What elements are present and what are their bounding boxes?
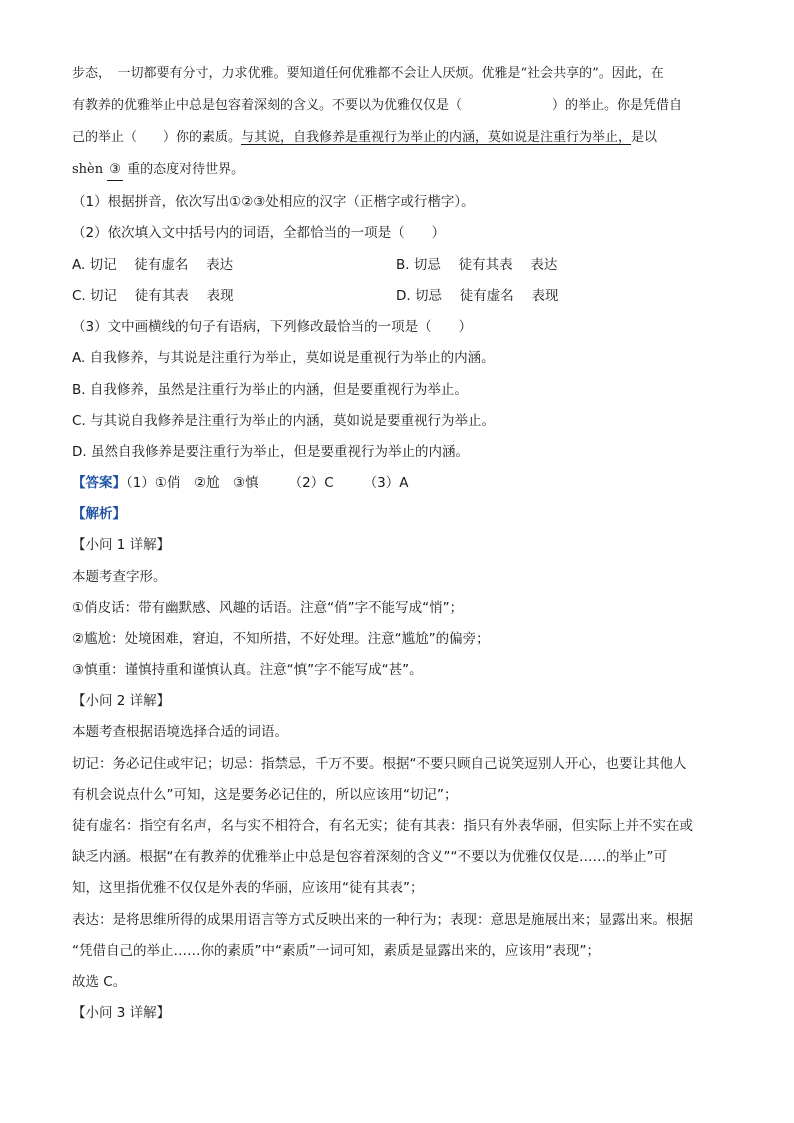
- passage-line-4-c: 重的态度对待世界。: [127, 162, 245, 177]
- s2-line-9: 故选 C。: [72, 974, 127, 990]
- pinyin-shen: shèn: [72, 162, 104, 177]
- q3-option-b: B. 自我修养，虽然是注重行为举止的内涵，但是要重视行为举止。: [72, 382, 468, 398]
- answer-part-3: （3）A: [363, 475, 409, 491]
- answer-part-1: （1）①俏 ②尬 ③慎: [126, 475, 259, 491]
- passage-line-2: [72, 96, 682, 116]
- s2-line-4: 徒有虚名：指空有名声，名与实不相符合，有名无实；徒有其表：指只有外表华丽，但实际上并不实在或: [72, 818, 693, 834]
- q2-option-a: A. 切记 徒有虚名 表达: [72, 257, 234, 273]
- answer-line: [72, 473, 409, 493]
- s2-line-7: 表达：是将思维所得的成果用语言等方式反映出来的一种行为；表现：意思是施展出来；显露出来。根据: [72, 912, 693, 928]
- s2-line-3: 有机会说点什么”可知，这是要务必记住的，所以应该用“切记”；: [72, 787, 458, 803]
- passage-line-2-b: ）的举止。你是凭借自: [552, 98, 683, 113]
- answer-tag: 【答案】: [72, 475, 126, 491]
- s2-line-8: “凭借自己的举止……你的素质”中“素质”一词可知，素质是显露出来的，应该用“表现”；: [72, 943, 600, 959]
- subquestion-3-heading: 【小问 3 详解】: [72, 1005, 171, 1021]
- s1-line-2: ①俏皮话：带有幽默感、风趣的话语。注意“俏”字不能写成“悄”；: [72, 600, 464, 616]
- q2-option-c: C. 切记 徒有其表 表现: [72, 288, 234, 304]
- question-3: （3）文中画横线的句子有语病，下列修改最恰当的一项是（ ）: [72, 319, 473, 335]
- q2-option-d: D. 切忌 徒有虚名 表现: [396, 288, 559, 304]
- passage-line-3-a: 己的举止（: [72, 130, 138, 145]
- s2-line-6: 知，这里指优雅不仅仅是外表的华丽，应该用“徒有其表”；: [72, 880, 424, 896]
- s2-line-1: 本题考查根据语境选择合适的词语。: [72, 724, 288, 740]
- subquestion-2-heading: 【小问 2 详解】: [72, 693, 171, 709]
- passage-line-3: [72, 128, 657, 148]
- s1-line-1: 本题考查字形。: [72, 569, 167, 585]
- underlined-sentence: 与其说，自我修养是重视行为举止的内涵，莫如说是注重行为举止，: [241, 130, 632, 145]
- q3-option-a: A. 自我修养，与其说是注重行为举止，莫如说是重视行为举止的内涵。: [72, 350, 495, 366]
- passage-line-1: 步态， 一切都要有分寸，力求优雅。要知道任何优雅都不会让人厌烦。优雅是“社会共享的”。因此，在: [72, 66, 664, 81]
- passage-line-4: [72, 160, 244, 181]
- analysis-tag: 【解析】: [72, 506, 126, 522]
- blank-3-marker: ③: [107, 160, 123, 181]
- s2-line-5: 缺乏内涵。根据“在有教养的优雅举止中总是包容着深刻的含义”“不要以为优雅仅仅是……的举止”可: [72, 849, 667, 865]
- passage-line-2-a: 有教养的优雅举止中总是包容着深刻的含义。不要以为优雅仅仅是（: [72, 98, 463, 113]
- question-2: （2）依次填入文中括号内的词语，全都恰当的一项是（ ）: [72, 225, 446, 241]
- passage-line-3-b: ）你的素质。: [163, 130, 242, 145]
- s1-line-3: ②尴尬：处境困难，窘迫，不知所措，不好处理。注意“尴尬”的偏旁；: [72, 631, 490, 647]
- s2-line-2: 切记：务必记住或牢记；切忌：指禁忌，千万不要。根据“不要只顾自己说笑逗别人开心，也要让其他人: [72, 756, 687, 772]
- passage-line-3-d: 是以: [631, 130, 658, 145]
- subquestion-1-heading: 【小问 1 详解】: [72, 537, 171, 553]
- question-1: （1）根据拼音，依次写出①②③处相应的汉字（正楷字或行楷字）。: [72, 194, 475, 210]
- answer-part-2: （2）C: [288, 475, 334, 491]
- q3-option-c: C. 与其说自我修养是注重行为举止的内涵，莫如说是要重视行为举止。: [72, 413, 496, 429]
- q2-option-b: B. 切忌 徒有其表 表达: [396, 257, 558, 273]
- s1-line-4: ③慎重：谨慎持重和谨慎认真。注意“慎”字不能写成“甚”。: [72, 662, 423, 678]
- q3-option-d: D. 虽然自我修养是要注重行为举止，但是要重视行为举止的内涵。: [72, 444, 469, 460]
